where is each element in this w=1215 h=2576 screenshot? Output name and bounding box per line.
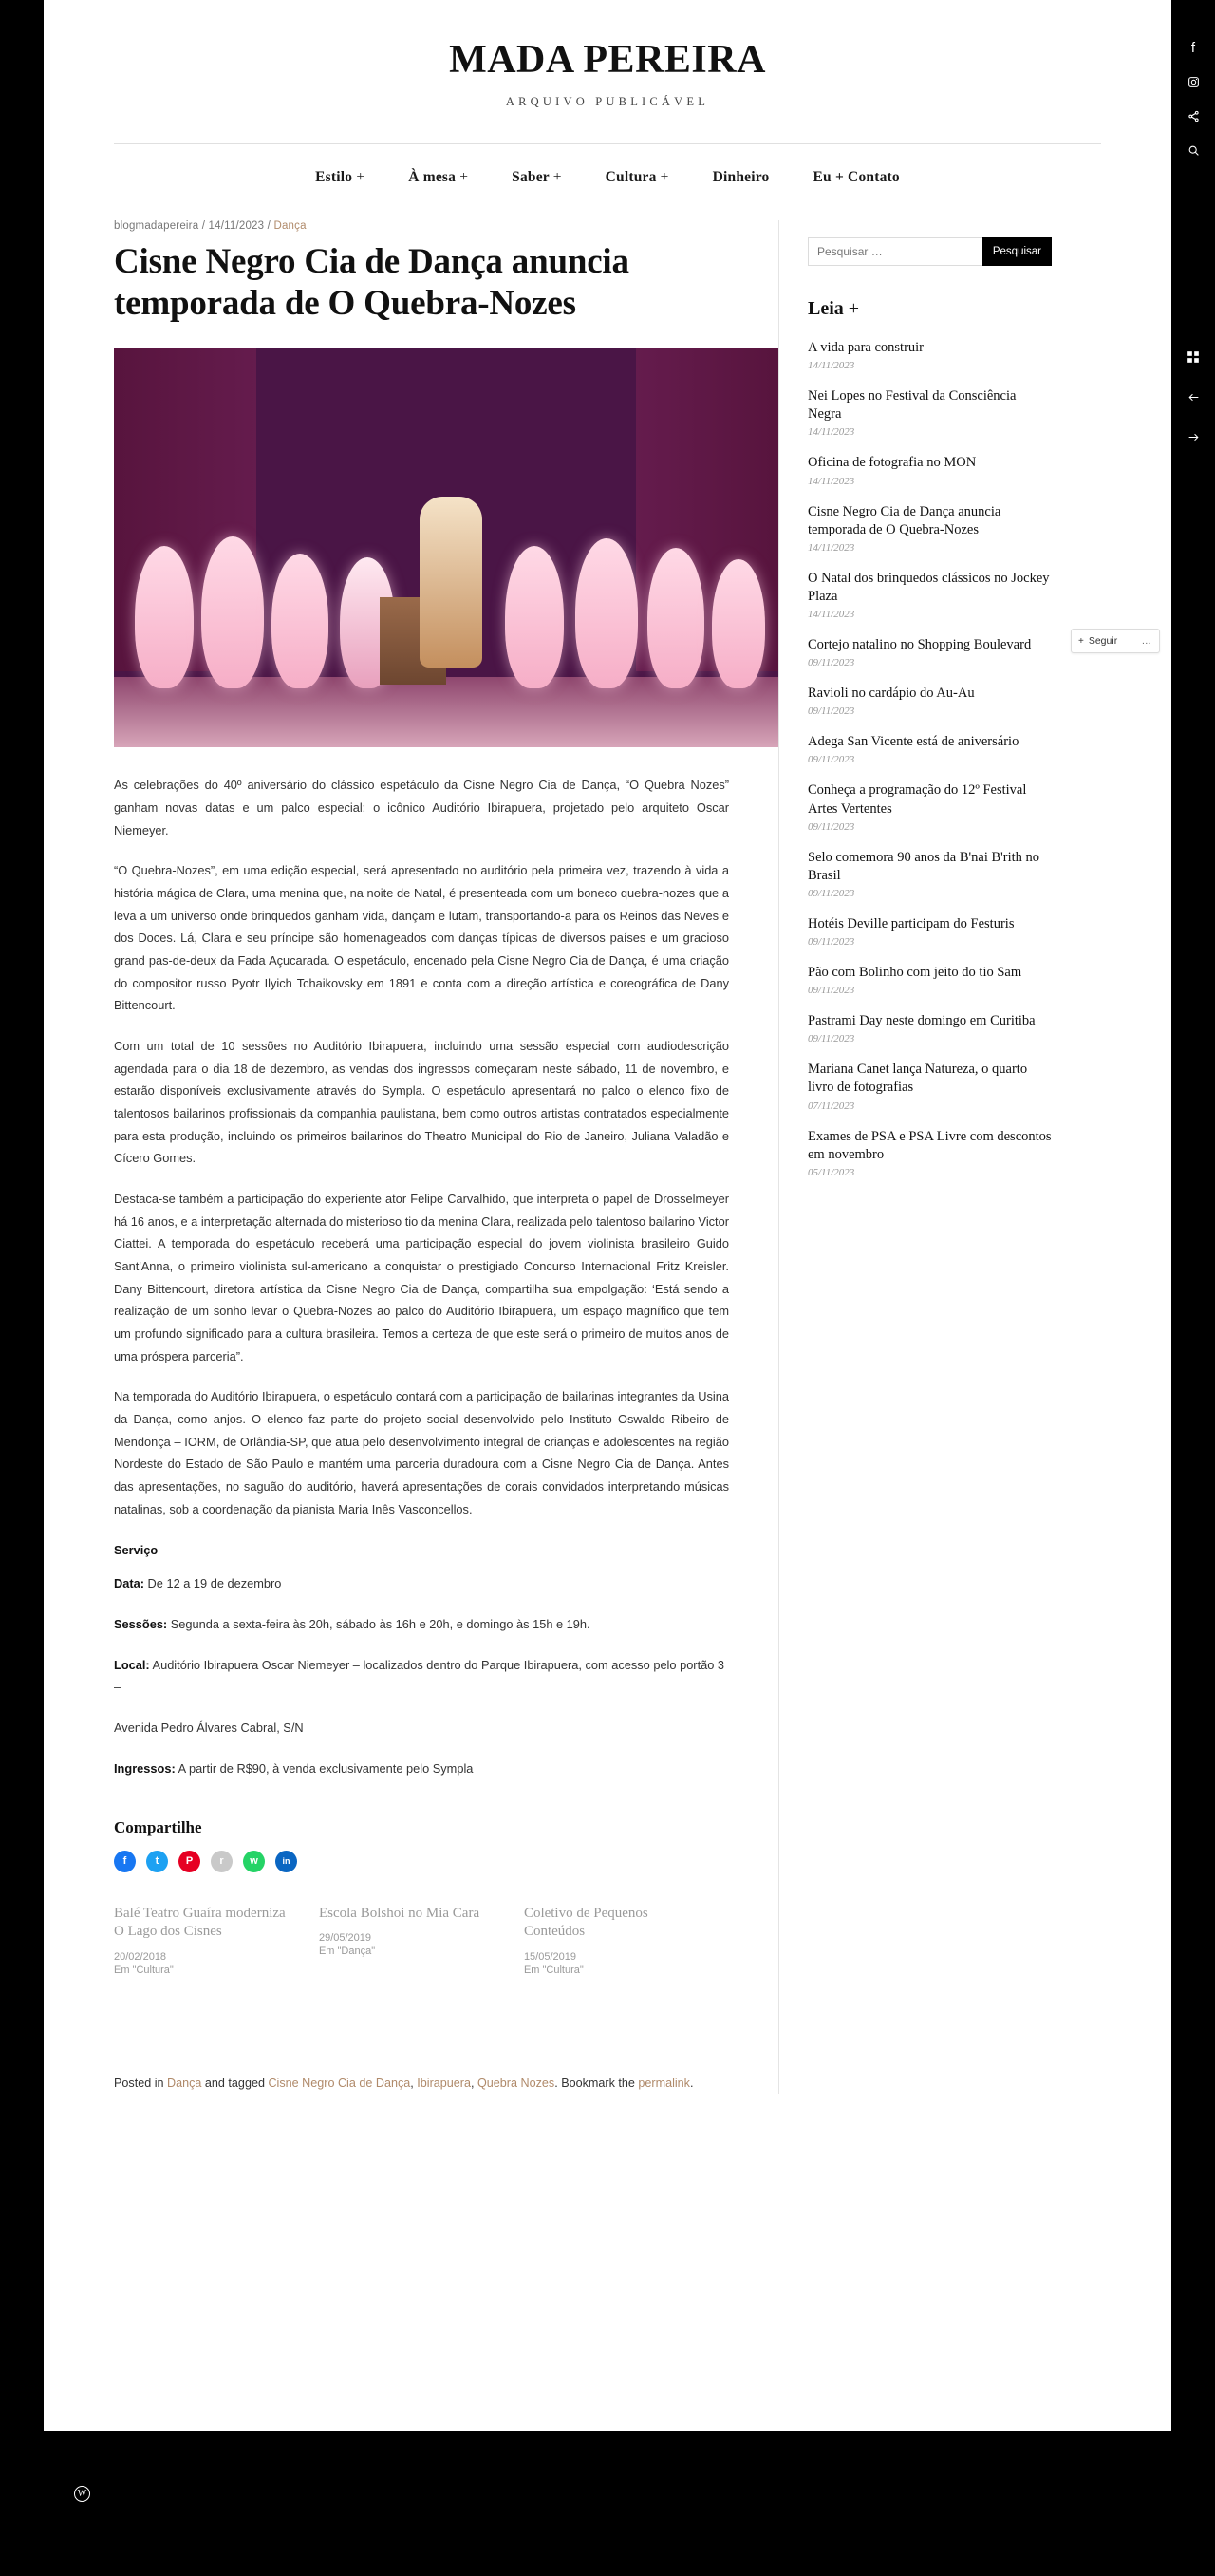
service-line [114, 1613, 729, 1636]
article [114, 220, 778, 2094]
service-line [114, 1654, 729, 1699]
sidebar [778, 220, 1052, 2094]
recent-post-date: 09/11/2023 [808, 985, 855, 997]
hero-dancer [712, 559, 765, 688]
list-item[interactable] [808, 387, 1052, 438]
posted-in-label: Posted in [114, 2076, 168, 2090]
hero-dancer [505, 546, 564, 688]
list-item[interactable] [808, 570, 1052, 620]
period: . [689, 2076, 694, 2090]
left-black-strip [0, 0, 44, 2576]
recent-post-date: 05/11/2023 [808, 1166, 855, 1178]
site-tagline: ARQUIVO PUBLICÁVEL [505, 95, 710, 108]
related-post-item[interactable] [319, 1905, 524, 1976]
recent-post-link[interactable]: Hotéis Deville participam do Festuris [808, 915, 1015, 931]
service-label: Ingressos: [114, 1760, 176, 1776]
previous-post-icon[interactable] [1171, 377, 1215, 417]
period: . [554, 2076, 558, 2090]
recent-post-link[interactable]: Pastrami Day neste domingo em Curitiba [808, 1013, 1036, 1029]
recent-post-link[interactable]: Selo comemora 90 anos da B'nai B'rith no Brasil [808, 849, 1040, 883]
list-item[interactable] [808, 915, 1052, 948]
facebook-share-icon[interactable]: f [114, 1851, 136, 1872]
list-item[interactable] [808, 781, 1052, 832]
recent-post-link[interactable]: Oficina de fotografia no MON [808, 455, 977, 471]
article-paragraph: “O Quebra-Nozes”, em uma edição especial, será apresentado no auditório pela primeira vez, trazendo à vida a história mágica de Clara, uma menina que, na noite de Natal, é presenteada com um boneco quebra-nozes que a leva a um universo onde brinquedos ganham vida, dançam e lutam, transportando-a para os Reinos das Neves e dos Doces. Lá, Clara e seu príncipe são homenageados com danças típicas de diversos países e um gracioso grand pas-de-deux da Fada Açucarada. O espetáculo, encenado pela Cisne Negro Cia de Dança, é uma criação do compositor russo Pyotr Ilyich Tchaikovsky em 1891 e conta com a direção artística e coreográfica de Dany Bittencourt. [114, 863, 729, 1013]
service-value: Avenida Pedro Álvares Cabral, S/N [114, 1720, 304, 1736]
page-title: Cisne Negro Cia de Dança anuncia temporada de O Quebra-Nozes [114, 242, 629, 323]
search-submit-button[interactable]: Pesquisar [982, 237, 1052, 266]
rail-nav-group [1171, 337, 1215, 457]
related-post-date: 15/05/2019 [523, 1950, 576, 1963]
article-date[interactable]: 14/11/2023 [208, 220, 265, 232]
related-post-title[interactable]: Balé Teatro Guaíra moderniza O Lago dos Cisnes [114, 1905, 286, 1939]
recent-post-link[interactable]: Exames de PSA e PSA Livre com descontos em novembro [808, 1128, 1052, 1162]
nav-item-eu-contato[interactable]: Eu + Contato [813, 169, 900, 185]
content-area [114, 207, 1101, 2094]
share-icon[interactable] [1171, 99, 1215, 133]
widget-title-leia: Leia + [808, 298, 860, 319]
recent-post-date: 14/11/2023 [808, 426, 855, 439]
nav-item-estilo[interactable]: Estilo + [315, 169, 365, 185]
nav-item-saber[interactable]: Saber + [512, 169, 562, 185]
service-value: A partir de R$90, à venda exclusivamente pelo Sympla [175, 1760, 474, 1776]
related-post-title[interactable]: Coletivo de Pequenos Conteúdos [523, 1905, 648, 1939]
service-value: De 12 a 19 de dezembro [144, 1576, 282, 1591]
tag-link[interactable]: Cisne Negro Cia de Dança [268, 2076, 411, 2090]
list-item[interactable] [808, 685, 1052, 717]
recent-post-link[interactable]: Mariana Canet lança Natureza, o quarto livro de fotografias [808, 1062, 1028, 1096]
related-post-category: Em "Cultura" [114, 1964, 174, 1976]
list-item[interactable] [808, 636, 1052, 668]
recent-post-link[interactable]: Conheça a programação do 12º Festival Artes Vertentes [808, 782, 1027, 817]
recent-post-link[interactable]: Cortejo natalino no Shopping Boulevard [808, 637, 1032, 652]
recent-post-link[interactable]: A vida para construir [808, 340, 925, 355]
recent-post-date: 14/11/2023 [808, 541, 855, 554]
recent-post-date: 09/11/2023 [808, 657, 855, 669]
whatsapp-share-icon[interactable]: w [243, 1851, 265, 1872]
recent-post-date: 09/11/2023 [808, 820, 855, 833]
next-post-icon[interactable] [1171, 417, 1215, 457]
follow-plus-icon[interactable]: + [1078, 635, 1084, 647]
grid-view-icon[interactable] [1171, 337, 1215, 377]
nav-item-cultura[interactable]: Cultura + [605, 169, 669, 185]
recent-post-date: 09/11/2023 [808, 887, 855, 899]
article-paragraph: As celebrações do 40º aniversário do clássico espetáculo da Cisne Negro Cia de Dança, “O Quebra Nozes” ganham novas datas e um palco especial: o icônico Auditório Ibirapuera, projetado pelo arquiteto Oscar Niemeyer. [114, 778, 729, 837]
list-item[interactable] [808, 964, 1052, 996]
list-item[interactable] [808, 849, 1052, 899]
recent-post-date: 14/11/2023 [808, 609, 855, 620]
follow-widget[interactable] [1071, 629, 1160, 653]
tag-link[interactable]: Ibirapuera [417, 2076, 471, 2090]
related-post-category: Em "Dança" [318, 1946, 376, 1957]
and-tagged-label: and tagged [201, 2076, 269, 2090]
article-paragraph: Destaca-se também a participação do experiente ator Felipe Carvalhido, que interpreta o papel de Drosselmeyer há 16 anos, e a interpretação alternada do misterioso tio da menina Clara, realizada pelo talentoso bailarino Victor Ciattei. A temporada do espetáculo receberá uma participação especial do jovem violinista brasileiro Guido Sant'Anna, o primeiro violinista sul-americano a conquistar o prestigiado Concurso Internacional Fritz Kreisler. Dany Bittencourt, diretora artística da Cisne Negro Cia de Dança, compartilha sua empolgação: ‘Está sendo a realização de um sonho levar o Quebra-Nozes ao palco do Auditório Ibirapuera, um espaço magnífico que tem um profundo significado para a cultura brasileira. Temos a certeza de que este será o primeiro de muitos anos de uma próspera parceria”. [114, 1192, 729, 1363]
hero-dancer [271, 554, 328, 688]
service-line [114, 1572, 729, 1595]
related-post-date: 29/05/2019 [318, 1932, 372, 1944]
meta-sep-2: / [267, 220, 271, 232]
related-post-date: 20/02/2018 [114, 1950, 167, 1963]
follow-more-icon[interactable]: … [1141, 635, 1152, 647]
right-rail [1171, 0, 1215, 2576]
share-heading: Compartilhe [114, 1817, 202, 1836]
hero-lead-figure [420, 497, 482, 668]
recent-post-date: 07/11/2023 [808, 1100, 855, 1112]
recent-post-date: 09/11/2023 [808, 1033, 855, 1045]
service-value: Segunda a sexta-feira às 20h, sábado às 16h e 20h, e domingo às 15h e 19h. [167, 1617, 590, 1632]
twitter-share-icon[interactable]: t [146, 1851, 168, 1872]
service-heading: Serviço [114, 1543, 159, 1558]
facebook-icon[interactable]: f [1190, 39, 1196, 56]
list-item[interactable] [808, 1128, 1052, 1178]
permalink-link[interactable]: permalink [638, 2076, 690, 2090]
search-icon[interactable] [1171, 133, 1215, 167]
related-post-item[interactable] [114, 1905, 319, 1976]
reddit-share-icon[interactable]: r [211, 1851, 233, 1872]
recent-post-link[interactable]: O Natal dos brinquedos clássicos no Jockey Plaza [808, 570, 1050, 604]
related-posts [114, 1905, 729, 1995]
site-header [44, 0, 1171, 207]
article-meta [114, 220, 729, 232]
primary-nav-wrapper [114, 143, 1101, 207]
recent-post-link[interactable]: Ravioli no cardápio do Au-Au [808, 686, 975, 702]
service-line [114, 1758, 729, 1780]
article-paragraph: Com um total de 10 sessões no Auditório Ibirapuera, incluindo uma sessão especial com audiodescrição agendada para o dia 18 de dezembro, as vendas dos ingressos começaram neste sábado, 11 de novembro, e estarão disponíveis exclusivamente através do Sympla. O espetáculo apresentará no palco o elenco fixo de talentosos bailarinos profissionais da companhia paulistana, bem como outros artistas contratados especialmente para esta produção, incluindo os primeiros bailarinos do Theatro Municipal do Rio de Janeiro, Juliana Valadão e Cícero Gomes. [114, 1039, 729, 1166]
recent-post-date: 14/11/2023 [808, 360, 855, 372]
list-item[interactable] [808, 1061, 1052, 1111]
search-input[interactable] [808, 237, 982, 266]
service-line [114, 1717, 729, 1739]
primary-nav [114, 144, 1101, 207]
recent-post-date: 09/11/2023 [808, 705, 855, 718]
article-author[interactable]: blogmadapereira [114, 220, 199, 232]
related-post-item[interactable] [524, 1905, 729, 1976]
hero-dancer [647, 548, 704, 688]
article-paragraph: Na temporada do Auditório Ibirapuera, o espetáculo contará com a participação de bailarinas integrantes da Usina da Dança, como anjos. O elenco faz parte do projeto social desenvolvido pelo Instituto Oswaldo Ribeiro de Mendonça – IORM, de Orlândia-SP, que atua pelo desenvolvimento integral de crianças e adolescentes na região Nordeste do Estado de São Paulo e mantém uma parceria duradoura com a Cisne Negro Cia de Dança. Antes das apresentações, no saguão do auditório, haverá apresentações de corais convidados interpretando músicas natalinas, sob a coordenação da pianista Maria Inês Vasconcellos. [114, 1389, 729, 1516]
related-post-title[interactable]: Escola Bolshoi no Mia Cara [318, 1905, 480, 1921]
list-item[interactable] [808, 503, 1052, 554]
recent-post-date: 14/11/2023 [808, 475, 855, 487]
service-value: Auditório Ibirapuera Oscar Niemeyer – localizados dentro do Parque Ibirapuera, com acesso pelo portão 3 – [114, 1657, 725, 1695]
hero-dancer [575, 538, 638, 688]
list-item[interactable] [808, 1012, 1052, 1044]
recent-post-date: 09/11/2023 [808, 936, 855, 948]
meta-sep-1: / [201, 220, 206, 232]
nav-item-dinheiro[interactable]: Dinheiro [712, 169, 770, 185]
related-post-category: Em "Cultura" [523, 1964, 584, 1976]
list-item[interactable] [808, 454, 1052, 486]
tag-link[interactable]: Quebra Nozes [477, 2076, 555, 2090]
list-item[interactable] [808, 339, 1052, 371]
footer-category-link[interactable]: Dança [167, 2076, 202, 2090]
recent-post-link[interactable]: Cisne Negro Cia de Dança anuncia temporada de O Quebra-Nozes [808, 503, 1001, 537]
recent-post-link[interactable]: Adega San Vicente está de aniversário [808, 734, 1019, 750]
footer-bar [44, 2431, 1171, 2576]
wordpress-icon[interactable]: W [74, 2486, 90, 2502]
list-item[interactable] [808, 733, 1052, 765]
instagram-icon[interactable] [1171, 65, 1215, 99]
recent-post-link[interactable]: Pão com Bolinho com jeito do tio Sam [808, 965, 1022, 980]
bookmark-label: Bookmark the [561, 2076, 639, 2090]
recent-post-date: 09/11/2023 [808, 754, 855, 766]
hero-dancer [135, 546, 194, 688]
site-logo[interactable]: MADA PEREIRA [449, 38, 766, 82]
service-label: Data: [114, 1576, 144, 1591]
follow-label[interactable]: Seguir [1088, 635, 1118, 647]
site-container [44, 0, 1171, 2431]
service-label: Sessões: [114, 1617, 168, 1632]
hero-dancer [201, 536, 264, 688]
service-label: Local: [114, 1657, 150, 1672]
share-buttons [114, 1851, 729, 1872]
recent-post-link[interactable]: Nei Lopes no Festival da Consciência Negra [808, 388, 1017, 423]
linkedin-share-icon[interactable]: in [275, 1851, 297, 1872]
article-hero-image [114, 348, 778, 747]
article-category[interactable]: Dança [273, 220, 307, 232]
rail-social-group [1171, 0, 1215, 167]
search-form [808, 237, 1052, 266]
article-footer-meta: Posted in Dança and tagged Cisne Negro Cia de Dança, Ibirapuera, Quebra Nozes. Bookmark the permalink. [114, 2076, 694, 2090]
nav-item-a-mesa[interactable]: À mesa + [408, 169, 469, 185]
pinterest-share-icon[interactable]: P [178, 1851, 200, 1872]
